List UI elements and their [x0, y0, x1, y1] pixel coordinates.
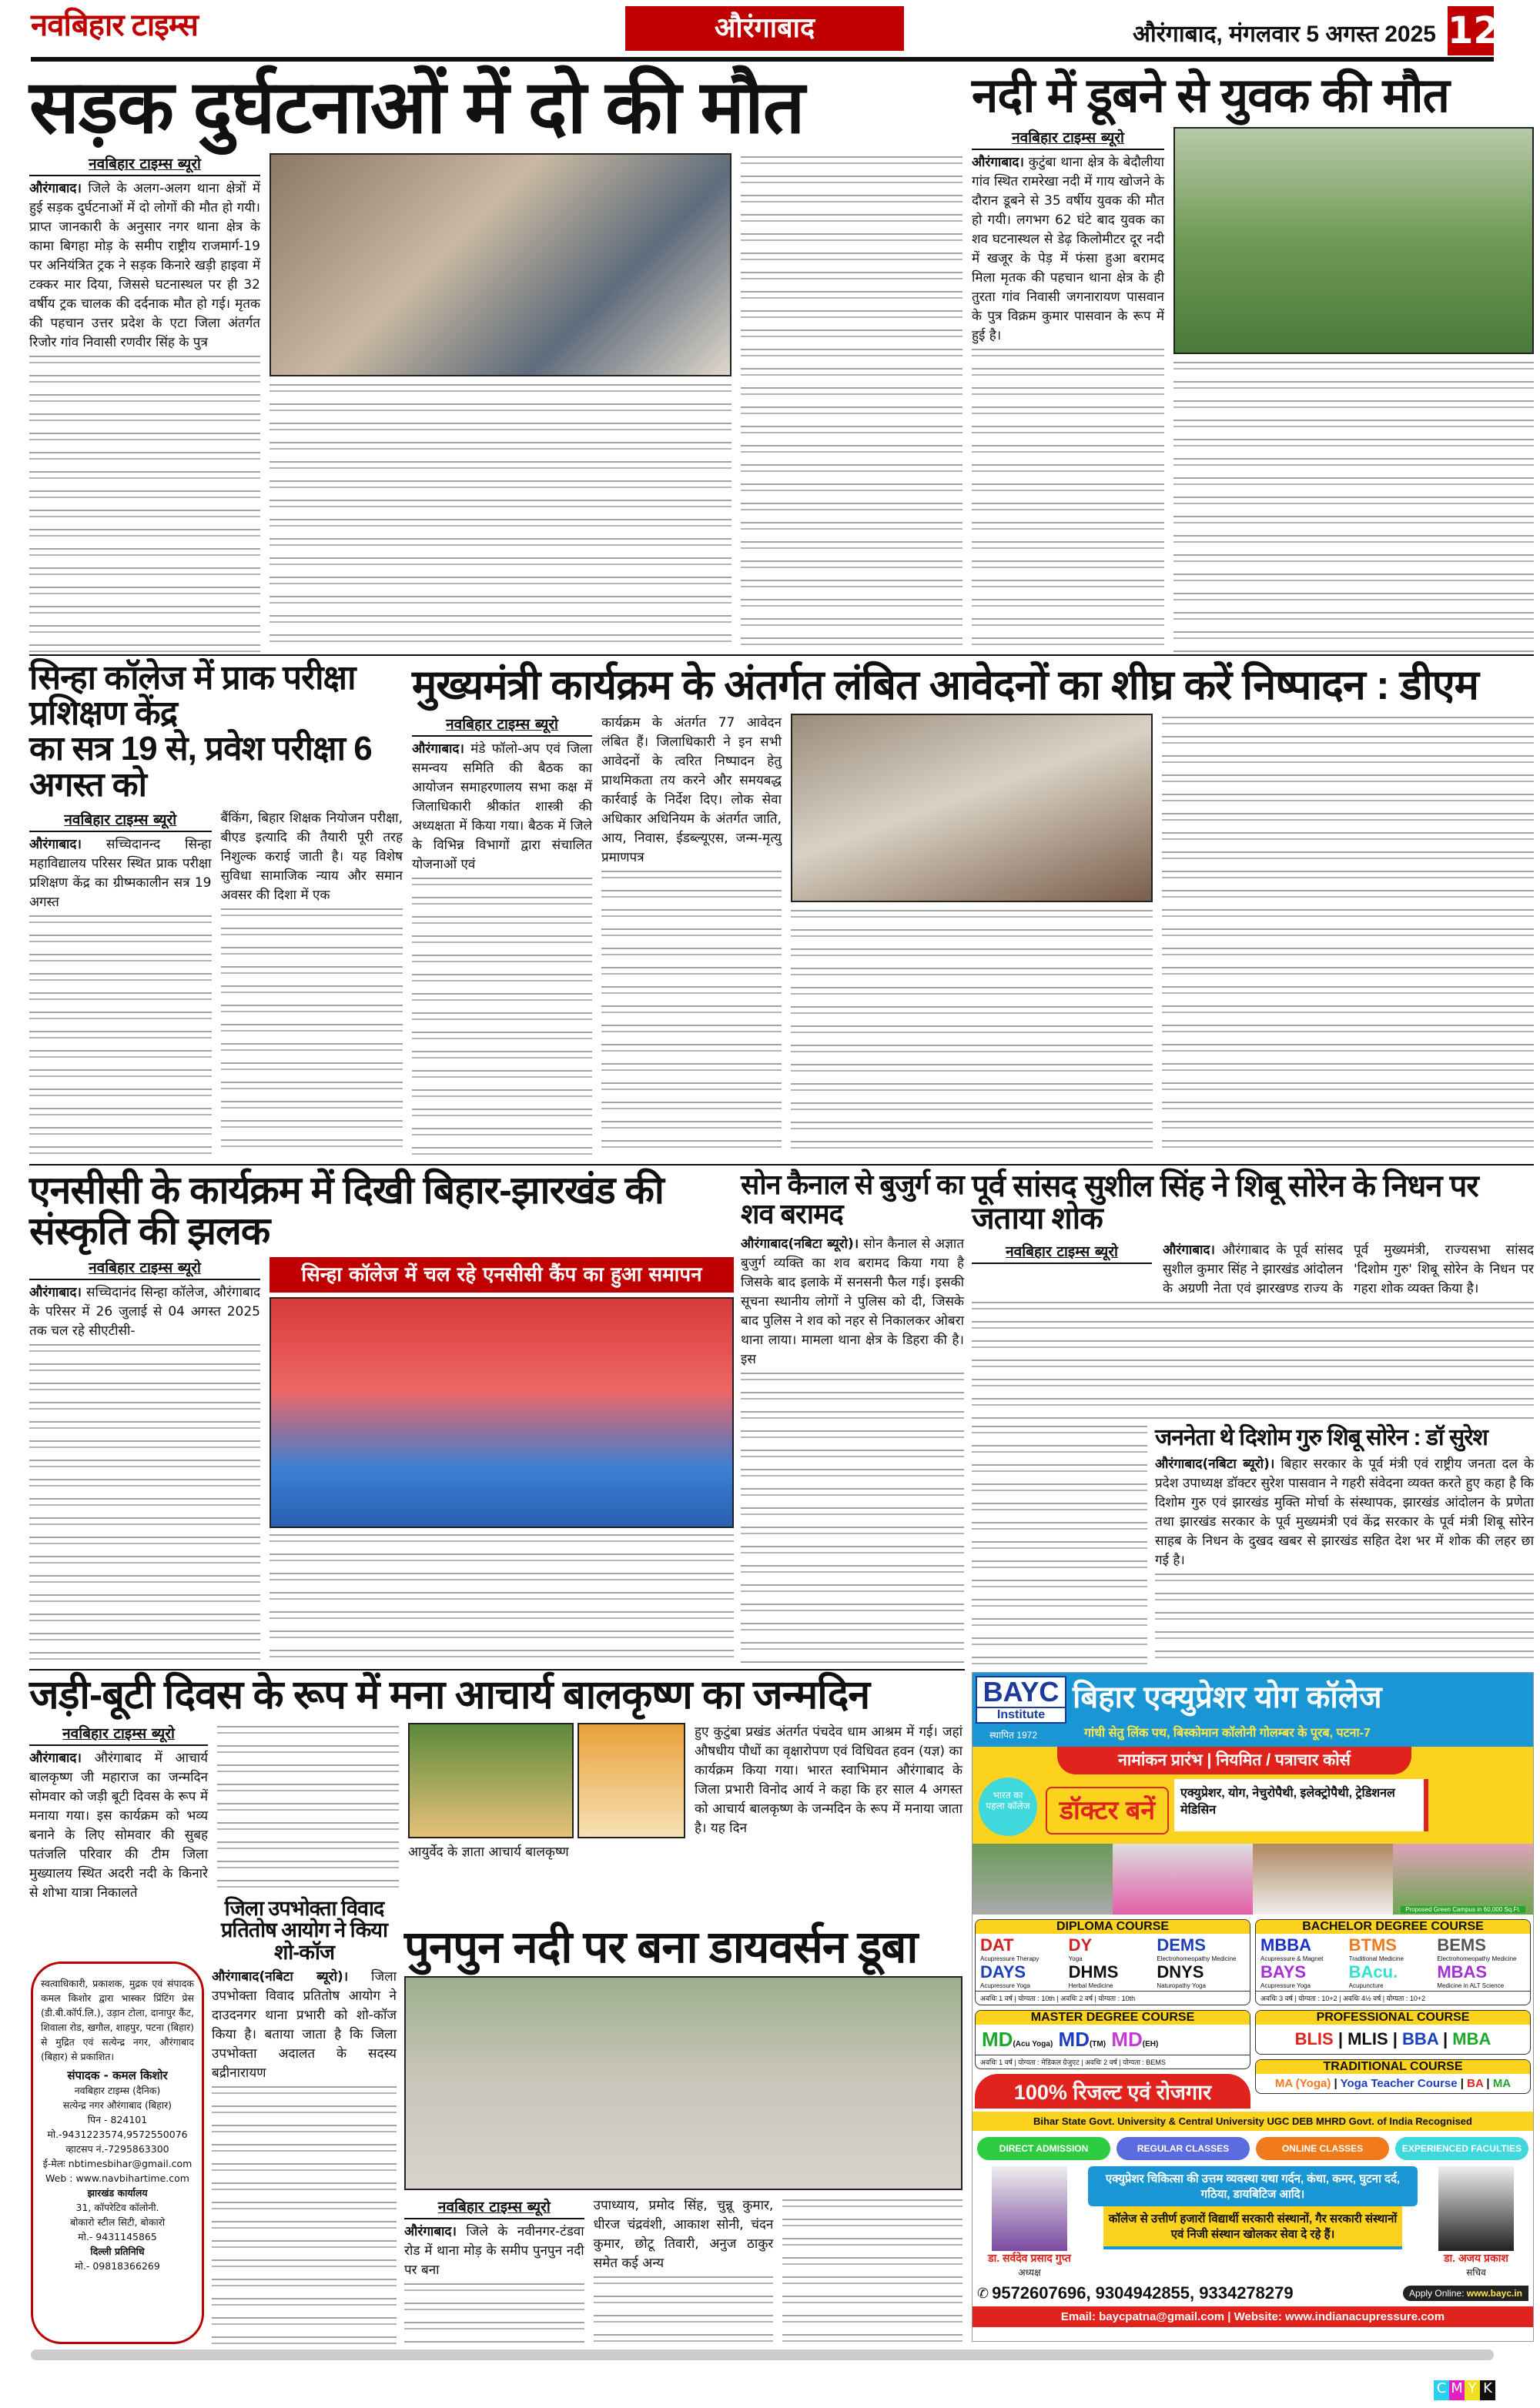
headline-river: नदी में डूबने से युवक की मौत [972, 69, 1449, 122]
headline-jadi-buti: जड़ी-बूटी दिवस के रूप में मना आचार्य बालकृष्ण का जन्मदिन [29, 1673, 870, 1717]
registration-strip [31, 2349, 1494, 2360]
photo-president [992, 2166, 1067, 2251]
byline: नवबिहार टाइम्स ब्यूरो [29, 1723, 208, 1746]
ad-phone-row [973, 2280, 1533, 2306]
text-block [404, 2283, 584, 2344]
imprint-box [31, 1962, 204, 2344]
story-text: कार्यक्रम के अंतर्गत 77 आवेदन लंबित हैं। जिलाधिकारी ने इन सभी आवेदनों के त्वरित निष्पादन हेतु प्राथमिकता तय करने और समयबद्ध कार्रवाई के निर्देश दिए। लोक सेवा अधिकार अधिनियम के अंतर्गत जाति, आय, निवास, ईडब्ल्यूएस, जन्म-मृत्यु प्रमाणपत्र [601, 714, 782, 865]
ad-president: डा. सर्वदेव प्रसाद गुप्त अध्यक्ष [976, 2166, 1083, 2279]
ncc-banner: सिन्हा कॉलेज में चल रहे एनसीसी कैंप का हुआ समापन [270, 1257, 734, 1293]
course-item: BAcu. Acupuncture [1348, 1962, 1398, 1989]
course-item: MBAS Medicine in ALT Science [1437, 1962, 1505, 1989]
professional-course: MLIS [1348, 2029, 1388, 2048]
photo-exam-hall [1253, 1844, 1393, 1915]
imprint-line: मो.-9431223574,9572550076 [47, 2129, 188, 2140]
story-text: औरंगाबाद(नबिटा ब्यूरो)। सोन कैनाल से अज्ञात बुजुर्ग व्यक्ति का शव बरामद किया गया है जिसके बाद इलाके में सनसनी फैल गई। इसकी सूचना स्थानीय लोगों ने पुलिस को दी, जिसके बाद पुलिस ने शव को नहर से निकालकर ओबरा थाना लाया। मामला थाना क्षेत्र के डिहरा की है। इस [741, 1236, 965, 1367]
ad-starburst: भारत का पहला कॉलेज [979, 1778, 1037, 1836]
ad-alumni: कॉलेज से उत्तीर्ण हजारों विद्यार्थी सरकारी संस्थानों, गैर सरकारी संस्थानों एवं निजी संस्थान खोलकर सेवा दे रहे हैं। [1103, 2206, 1402, 2249]
page-number: 12 [1448, 6, 1494, 55]
story-text: औरंगाबाद। औरंगाबाद में आचार्य बालकृष्ण जी महाराज का जन्मदिन सोमवार को जड़ी बूटी दिवस के रूप में मनाया गया। इस कार्यक्रम को भव्य बनाने के लिए सोमवार की सुबह पतंजलि परिवार की टीम जिला मुख्यालय स्थित अदरी नदी के किनारे से शोभा यात्रा निकालते [29, 1750, 208, 1901]
ad-apply-online[interactable]: Apply Online: www.bayc.in [1403, 2286, 1528, 2301]
traditional-course: MA [1492, 2077, 1512, 2090]
master-course-box: MASTER DEGREE COURSE MD(Acu Yoga) MD(TM) MD(EH) अवधिः 1 वर्ष | योग्यता : मेडिकल ग्रेजुएट | अवधिः 2 वर्ष | योग्यता : BEMS [975, 2010, 1250, 2069]
photo-college-gate [973, 1844, 1113, 1915]
ad-hero [973, 1747, 1533, 1844]
feature-pill: DIRECT ADMISSION [977, 2137, 1110, 2160]
cmyk-badge [1434, 2380, 1495, 2400]
text-block [29, 356, 260, 652]
ad-disciplines: एक्युप्रेशर, योग, नेचुरोपैथी, इलेक्ट्रोपैथी, ट्रेडिशनल मेडिसिन [1174, 1779, 1428, 1831]
photo-campus: Proposed Green Campus in 60,000 Sq.Ft. [1393, 1844, 1533, 1915]
headline-shibu-soren: पूर्व सांसद सुशील सिंह ने शिबू सोरेन के निधन पर जताया शोक [972, 1169, 1478, 1236]
divider [29, 1669, 965, 1671]
cmyk-swatch: K [1480, 2380, 1495, 2400]
headline-line: सिन्हा कॉलेज में प्राक परीक्षा प्रशिक्षण केंद्र [29, 659, 356, 733]
ad-feature-pills [973, 2131, 1533, 2166]
ad-course-row-1 [973, 1915, 1533, 2005]
story-text: औरंगाबाद। जिले के अलग-अलग थाना क्षेत्रों में हुई सड़क दुर्घटनाओं में दो लोगों की मौत हो गयी। प्राप्त जानकारी के अनुसार नगर थाना क्षेत्र के कामा बिगहा मोड़ के समीप राष्ट्रीय राजमार्ग-19 पर अनियंत्रित ट्रक ने सड़क किनारे खड़ी हाइवा में टक्कर मार दिया, जिससे घटनास्थल पर ही 32 वर्षीय ट्रक चालक की दर्दनाक मौत हो गई। मृतक की पहचान उत्तर प्रदेश के एटा जिला अंतर्गत रिजोर गांव निवासी रणवीर सिंह के पुत्र [29, 180, 261, 350]
headline-dr-suresh: जननेता थे दिशोम गुरु शिबू सोरेन : डॉ सुरेश [1155, 1425, 1488, 1450]
header-rule [31, 57, 1494, 62]
imprint-editor: संपादक - कमल किशोर [67, 2069, 168, 2082]
story-text: औरंगाबाद। कुटुंबा थाना क्षेत्र के बेदौलीया गांव स्थित रामरेखा नदी में गाय खोजने के दौरान डूबने से 35 वर्षीय युवक की मौत हो गयी। लगभग 62 घंटे बाद युवक का शव घटनास्थल से डेढ़ किलोमीटर दूर नदी में खजूर के पेड़ में फंसा हुआ बरामद मिला मृतक की पहचान थाना क्षेत्र के ही तुरता गांव निवासी जगनारायण पासवान के पुत्र विक्रम कुमार पासवान के रूप में हुई है। [972, 155, 1164, 344]
story-text: हुए कुटुंबा प्रखंड अंतर्गत पंचदेव धाम आश्रम में गई। जहां औषधीय पौधों का वृक्षारोपण एवं विधिवत हवन (यज्ञ) का कार्यक्रम किया गया। भारत स्वाभिमान औरंगाबाद के जिला प्रभारी विनोद आर्य ने कहा कि हर साल 4 अगस्त को आचार्य बालकृष्ण के जन्मदिन के रूप में मनाया जाता है। यह दिन [695, 1724, 962, 1836]
photo-punpun-diversion [404, 1976, 962, 2190]
feature-pill: REGULAR CLASSES [1116, 2137, 1250, 2160]
course-item: DAT Acupressure Therapy [980, 1935, 1040, 1962]
story-text: औरंगाबाद(नबिटा ब्यूरो)। बिहार सरकार के पूर्व मंत्री एवं राष्ट्रीय जनता दल के प्रदेश उपाध्यक्ष डॉक्टर सुरेश पासवान ने गहरी संवेदना व्यक्त करते हुए कहा है कि दिशोम गुरु एवं झारखंड मुक्ति मोर्चा के संस्थापक, झारखंड आंदोलन के प्रणेता तथा झारखंड सरकार के पूर्व मुख्यमंत्री एवं केंद्र सरकार के पूर्व मंत्री शिबू सोरेन साहब के निधन के दुखद खबर से झारखंड सहित देश भर में शोक की लहर छा गई है। [1155, 1456, 1534, 1568]
ad-title: बिहार एक्युप्रेशर योग कॉलेज [1073, 1681, 1382, 1714]
ad-treatment: एक्युप्रेशर चिकित्सा की उत्तम व्यवस्था यथा गर्दन, कंधा, कमर, घुटना दर्द, गठिया, डायबिटिज आदि। [1088, 2166, 1418, 2206]
section-sone-canal [741, 1170, 964, 1667]
text-block [782, 2199, 962, 2344]
text-block [29, 915, 212, 1157]
ad-established: स्थापित 1972 [989, 1730, 1037, 1741]
section-dr-suresh [1155, 1426, 1534, 1667]
course-item: DHMS Herbal Medicine [1068, 1962, 1119, 1989]
byline: नवबिहार टाइम्स ब्यूरो [29, 809, 212, 832]
section-dm [412, 664, 1534, 1159]
bayc-logo: BAYC Institute [976, 1676, 1066, 1724]
text-block [412, 878, 592, 1159]
course-item: DY Yoga [1068, 1935, 1093, 1962]
ad-secretary: डा. अजय प्रकाश सचिव [1422, 2166, 1530, 2279]
bayc-advertisement[interactable] [972, 1672, 1534, 2342]
divider [29, 654, 1534, 656]
byline: नवबिहार टाइम्स ब्यूरो [412, 714, 592, 737]
story-text: उपाध्याय, प्रमोद सिंह, चुन्नू कुमार, धीरज चंद्रवंशी, आकाश सोनी, चंदन कुमार, छोटू तिवारी, अनुज ठाकुर समेत कई अन्य [593, 2197, 774, 2271]
bachelor-course-box: BACHELOR DEGREE COURSE MBBA Acupressure & Magnet BTMS Traditional Medicine BEMS Electrohomeopathy Medicine BAYS Acupressure Yoga BAcu. Acupuncture MBAS Medicine in ALT Science अवधिः 3 वर्ष | योग्यता : 10+2 | अवधिः 4½ वर्ष | योग्यता : 10+2 [1255, 1919, 1531, 2005]
photo-treatment [1113, 1844, 1253, 1915]
ad-header [973, 1673, 1533, 1747]
section-consumer [212, 1898, 397, 2344]
imprint-text: स्वत्वाधिकारी, प्रकाशक, मुद्रक एवं संपादक कमल किशोर द्वारा भास्कर प्रिंटिंग प्रेस (डी.बी.कॉर्प.लि.), उड़ान टोला, दानापुर कैंट, शिवाला रोड, खगौल, शाहपुर, पटना (बिहार) से मुद्रित एवं सत्येन्द्र नगर, औरंगाबाद (बिहार) से प्रकाशित। [41, 1978, 194, 2062]
headline-road: सड़क दुर्घटनाओं में दो की मौत [29, 66, 805, 149]
text-block [270, 384, 732, 652]
imprint-line: दिल्ली प्रतिनिधि [90, 2246, 145, 2257]
ad-photos [973, 1844, 1533, 1915]
ad-bottom [973, 2166, 1533, 2279]
text-block [1162, 717, 1534, 1159]
story-shibu-soren [972, 1241, 1534, 1299]
feature-pill: ONLINE CLASSES [1256, 2137, 1389, 2160]
headline-sone-canal: सोन कैनाल से बुजुर्ग का शव बरामद [741, 1169, 964, 1229]
imprint-line: झारखंड कार्यालय [87, 2187, 148, 2199]
section-ncc [29, 1170, 734, 1667]
story-text: औरंगाबाद। जिले के नवीनगर-टंडवा रोड में थाना मोड़ के समीप पुनपुन नदी पर बना [404, 2223, 584, 2278]
text-block [594, 2276, 774, 2344]
ad-contact[interactable]: Email: baycpatna@gmail.com | Website: www.indianacupressure.com [973, 2306, 1533, 2327]
text-block [972, 349, 1164, 652]
course-item: DEMS Electrohomeopathy Medicine [1157, 1935, 1237, 1962]
dateline: औरंगाबाद, मंगलवार 5 अगस्त 2025 [1132, 22, 1436, 47]
imprint-line: पिन - 824101 [87, 2114, 148, 2125]
diploma-course-box: DIPLOMA COURSE DAT Acupressure Therapy DY Yoga DEMS Electrohomeopathy Medicine DAYS Acupressure Yoga DHMS Herbal Medicine DNYS Naturopathy Yoga अवधिः 1 वर्ष | योग्यता : 10th | अवधिः 2 वर्ष | योग्यता : 10th [975, 1919, 1250, 2005]
course-item: DAYS Acupressure Yoga [980, 1962, 1030, 1989]
ad-become-doctor: डॉक्टर बनें [1046, 1787, 1169, 1834]
text-block [1155, 1574, 1534, 1667]
headline-dm: मुख्यमंत्री कार्यक्रम के अंतर्गत लंबित आवेदनों का शीघ्र करें निष्पादन : डीएम [412, 662, 1478, 708]
text-block [741, 156, 962, 652]
imprint-line: मो.- 9431145865 [78, 2231, 157, 2242]
course-item: DNYS Naturopathy Yoga [1157, 1962, 1206, 1989]
imprint-email[interactable]: ई-मेलः nbtimesbihar@gmail.com [42, 2158, 192, 2169]
text-block [212, 2086, 397, 2344]
text-block [1173, 362, 1534, 652]
divider [29, 1164, 1534, 1166]
imprint-line: बोकारो स्टील सिटी, बोकारो [69, 2216, 166, 2228]
story-text: बैंकिंग, बिहार शिक्षक नियोजन परीक्षा, बीएड इत्यादि की तैयारी पूरी तरह निशुल्क कराई जाती है। यह विशेष सुविधा सामाजिक न्याय और समान अवसर की दिशा में एक [220, 810, 403, 903]
ad-course-row-2 [973, 2005, 1533, 2109]
section-shibu-soren [972, 1170, 1534, 1420]
story-text: औरंगाबाद। सच्चिदानंद सिन्हा कॉलेज, औरंगाबाद के परिसर में 26 जुलाई से 04 अगस्त 2025 तक चल रहे सीएटीसी- [29, 1285, 260, 1339]
byline: नवबिहार टाइम्स ब्यूरो [29, 153, 260, 176]
imprint-line: मो.- 09818366269 [75, 2260, 160, 2272]
course-item: BEMS Electrohomeopathy Medicine [1437, 1935, 1517, 1962]
byline: नवबिहार टाइम्स ब्यूरो [972, 127, 1164, 150]
phone-icon: ✆ [977, 2285, 989, 2301]
story-text: आयुर्वेद के ज्ञाता आचार्य बालकृष्ण [408, 1844, 569, 1860]
ad-ribbon: नामांकन प्रारंभ | नियमित / पत्राचार कोर्स [1057, 1747, 1411, 1774]
text-block [29, 1344, 260, 1667]
professional-course: BBA [1402, 2029, 1438, 2048]
text-block [601, 871, 782, 1159]
photo-balkrishna [578, 1723, 685, 1838]
ad-result-banner: 100% रिजल्ट एवं रोजगार [975, 2074, 1250, 2109]
ad-address: गांधी सेतु लिंक पथ, बिस्कोमान कॉलोनी गोलम्बर के पूरब, पटना-7 [1084, 1727, 1371, 1740]
photo-river-search [1173, 127, 1534, 354]
section-jadi-buti [29, 1673, 962, 1901]
story-text: औरंगाबाद। मंडे फॉलो-अप एवं जिला समन्वय समिति की बैठक का आयोजन समाहरणालय सभा कक्ष में जिलाधिकारी श्रीकांत शास्त्री की अध्यक्षता में किया गया। बैठक में जिले के विभिन्न विभागों द्वारा संचालित योजनाओं एवं [412, 741, 592, 872]
photo-secretary [1438, 2166, 1514, 2251]
story-text: औरंगाबाद। सच्चिदानन्द सिन्हा महाविद्यालय परिसर स्थित प्राक परीक्षा प्रशिक्षण केंद्र का ग्रीष्मकालीन सत्र 19 अगस्त [29, 836, 212, 910]
text-block [791, 910, 1153, 1159]
text-block [972, 1426, 1147, 1664]
imprint-line: व्हाटसप नं.-7295863300 [65, 2143, 169, 2155]
imprint-line: नवबिहार टाइम्स (दैनिक) [74, 2085, 161, 2096]
cmyk-swatch: C [1434, 2380, 1449, 2400]
byline: नवबिहार टाइम्स ब्यूरो [29, 1257, 260, 1280]
story-text: औरंगाबाद(नबिटा ब्यूरो)। जिला उपभोक्ता विवाद प्रतितोष आयोग ने दाउदनगर थाना प्रभारी को शो-कॉज किया है। बताया जाता है कि जिला उपभोक्ता अदालत के सदस्य बद्रीनारायण [212, 1969, 397, 2082]
cmyk-swatch: Y [1465, 2380, 1480, 2400]
imprint-line: सत्येन्द्र नगर औरंगाबाद (बिहार) [62, 2099, 172, 2111]
course-item: MBBA Acupressure & Magnet [1260, 1935, 1324, 1962]
section-road [29, 66, 962, 652]
feature-pill: EXPERIENCED FACULTIES [1395, 2137, 1528, 2160]
text-block [741, 1373, 964, 1667]
text-block [972, 1302, 1534, 1420]
traditional-course: Yoga Teacher Course [1340, 2077, 1458, 2090]
photo-ncc-camp [270, 1297, 734, 1528]
text-block [270, 1534, 734, 1667]
section-label: औरंगाबाद [625, 6, 904, 51]
masthead-logo: नवबिहार टाइम्स [31, 8, 198, 42]
photo-road-accident [270, 153, 732, 376]
headline-sinha-college [29, 661, 403, 803]
headline-punpun: पुनपुन नदी पर बना डायवर्सन डूबा [404, 1922, 918, 1972]
photo-patanjali [408, 1723, 574, 1838]
imprint-web[interactable]: Web : www.navbihartime.com [45, 2172, 189, 2184]
section-sinha-college [29, 661, 403, 1157]
course-item: BTMS Traditional Medicine [1348, 1935, 1404, 1962]
traditional-course: MA (Yoga) [1274, 2077, 1331, 2090]
byline: नवबिहार टाइम्स ब्यूरो [972, 1241, 1152, 1264]
headline-ncc: एनसीसी के कार्यक्रम में दिखी बिहार-झारखंड की संस्कृति की झलक [29, 1169, 664, 1252]
ad-recognition: Bihar State Govt. University & Central University UGC DEB MHRD Govt. of India Recognised [973, 2112, 1533, 2131]
professional-course: BLIS [1294, 2029, 1334, 2048]
photo-dm-meeting [791, 714, 1153, 902]
course-title: DIPLOMA COURSE [976, 1920, 1250, 1934]
byline: नवबिहार टाइम्स ब्यूरो [404, 2196, 584, 2219]
headline-line: का सत्र 19 से, प्रवेश परीक्षा 6 अगस्त को [29, 730, 372, 804]
imprint-line: 31, कॉपरेटिव कॉलोनी. [75, 2202, 159, 2213]
headline-consumer-commission: जिला उपभोक्ता विवाद प्रतितोष आयोग ने किया शो-कॉज [220, 1897, 388, 1964]
traditional-course-box: TRADITIONAL COURSE MA (Yoga) | Yoga Teacher Course | BA | MA [1255, 2059, 1531, 2094]
course-title: BACHELOR DEGREE COURSE [1256, 1920, 1530, 1934]
professional-course: MBA [1452, 2029, 1491, 2048]
course-item: BAYS Acupressure Yoga [1260, 1962, 1311, 1989]
section-river [972, 71, 1534, 652]
text-block [217, 1726, 399, 1890]
story-text: औरंगाबाद। औरंगाबाद के पूर्व सांसद सुशील कुमार सिंह ने झारखंड आंदोलन के अग्रणी नेता एवं झारखण्ड राज्य के पूर्व मुख्यमंत्री, राज्यसभा सांसद 'दिशोम गुरु' शिबू सोरेन के निधन पर गहरा शोक व्यक्त किया है। [1163, 1242, 1534, 1296]
professional-course-box: PROFESSIONAL COURSE BLIS | MLIS | BBA | MBA [1255, 2010, 1531, 2055]
traditional-course: BA [1467, 2077, 1484, 2090]
cmyk-swatch: M [1449, 2380, 1465, 2400]
text-block [221, 908, 403, 1157]
section-punpun [404, 1922, 962, 2344]
ad-phones[interactable]: 9572607696, 9304942855, 9334278279 [992, 2283, 1294, 2303]
